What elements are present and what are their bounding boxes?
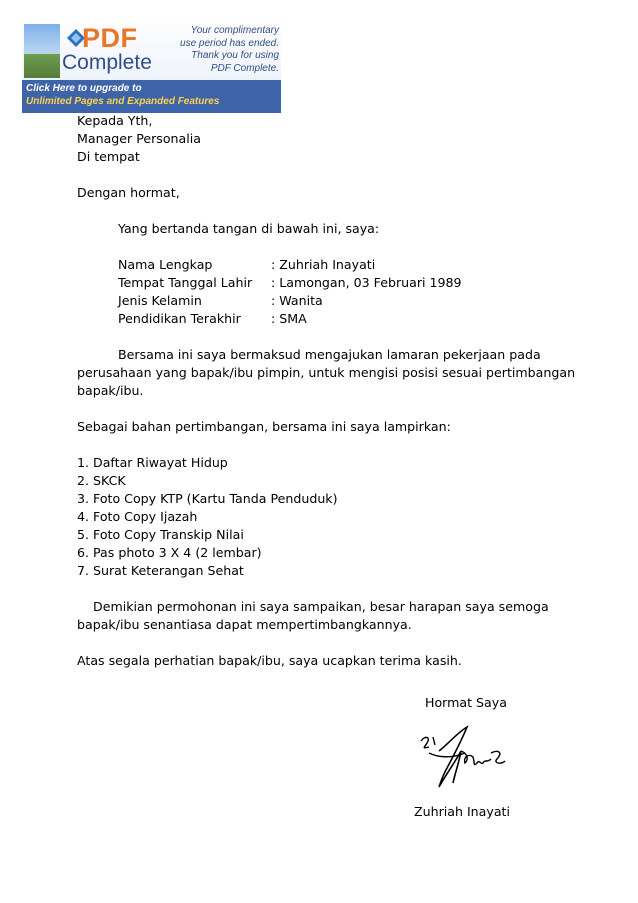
upgrade-banner[interactable] <box>22 22 281 113</box>
address-line: Di tempat <box>77 149 140 164</box>
banner-blurb-line: PDF Complete. <box>210 62 279 74</box>
address-line: Kepada Yth, <box>77 113 153 128</box>
detail-row <box>77 292 577 310</box>
detail-row <box>77 274 577 292</box>
banner-blurb <box>164 25 279 75</box>
detail-label: Nama Lengkap <box>118 257 213 272</box>
body-paragraph-line: bapak/ibu. <box>77 383 144 398</box>
banner-logo-pdf: PDF <box>82 23 138 53</box>
detail-value: : Wanita <box>271 293 323 308</box>
banner-blurb-line: Thank you for using <box>191 50 279 61</box>
intro-line: Yang bertanda tangan di bawah ini, saya: <box>118 221 380 236</box>
detail-row <box>77 256 577 274</box>
greeting: Dengan hormat, <box>77 185 180 200</box>
detail-label: Tempat Tanggal Lahir <box>118 275 253 290</box>
attachment-item: 5. Foto Copy Transkip Nilai <box>77 527 244 542</box>
letter-body <box>77 112 577 670</box>
body-paragraph-line: Bersama ini saya bermaksud mengajukan lamaran pekerjaan pada <box>118 347 541 362</box>
upgrade-link-line[interactable]: Click Here to upgrade to <box>26 83 142 94</box>
attachments-intro: Sebagai bahan pertimbangan, bersama ini saya lampirkan: <box>77 419 451 434</box>
body-paragraph-line: perusahaan yang bapak/ibu pimpin, untuk mengisi posisi sesuai pertimbangan <box>77 365 576 380</box>
detail-value: : Lamongan, 03 Februari 1989 <box>271 275 462 290</box>
closing-paragraph-line: Demikian permohonan ini saya sampaikan, besar harapan saya semoga <box>93 599 549 614</box>
detail-label: Jenis Kelamin <box>118 293 202 308</box>
attachment-item: 6. Pas photo 3 X 4 (2 lembar) <box>77 545 262 560</box>
closing-paragraph-line: bapak/ibu senantiasa dapat mempertimbangkannya. <box>77 617 412 632</box>
detail-value: : SMA <box>271 311 307 326</box>
banner-logo-complete: Complete <box>62 51 152 74</box>
detail-row <box>77 310 577 328</box>
detail-label: Pendidikan Terakhir <box>118 311 241 326</box>
attachment-item: 2. SKCK <box>77 473 126 488</box>
attachment-item: 7. Surat Keterangan Sehat <box>77 563 244 578</box>
banner-photo <box>24 24 60 78</box>
upgrade-link-line[interactable]: Unlimited Pages and Expanded Features <box>26 96 220 107</box>
attachment-item: 4. Foto Copy Ijazah <box>77 509 198 524</box>
detail-value: : Zuhriah Inayati <box>271 257 376 272</box>
attachment-item: 1. Daftar Riwayat Hidup <box>77 455 228 470</box>
sign-off: Hormat Saya <box>425 695 507 710</box>
thanks-line: Atas segala perhatian bapak/ibu, saya ucapkan terima kasih. <box>77 653 462 668</box>
banner-blurb-line: Your complimentary <box>190 25 279 36</box>
address-line: Manager Personalia <box>77 131 201 146</box>
banner-blurb-line: use period has ended. <box>180 37 279 49</box>
handwritten-signature <box>417 723 507 798</box>
signer-name: Zuhriah Inayati <box>414 804 510 819</box>
attachment-item: 3. Foto Copy KTP (Kartu Tanda Penduduk) <box>77 491 338 506</box>
upgrade-link[interactable] <box>26 82 281 108</box>
